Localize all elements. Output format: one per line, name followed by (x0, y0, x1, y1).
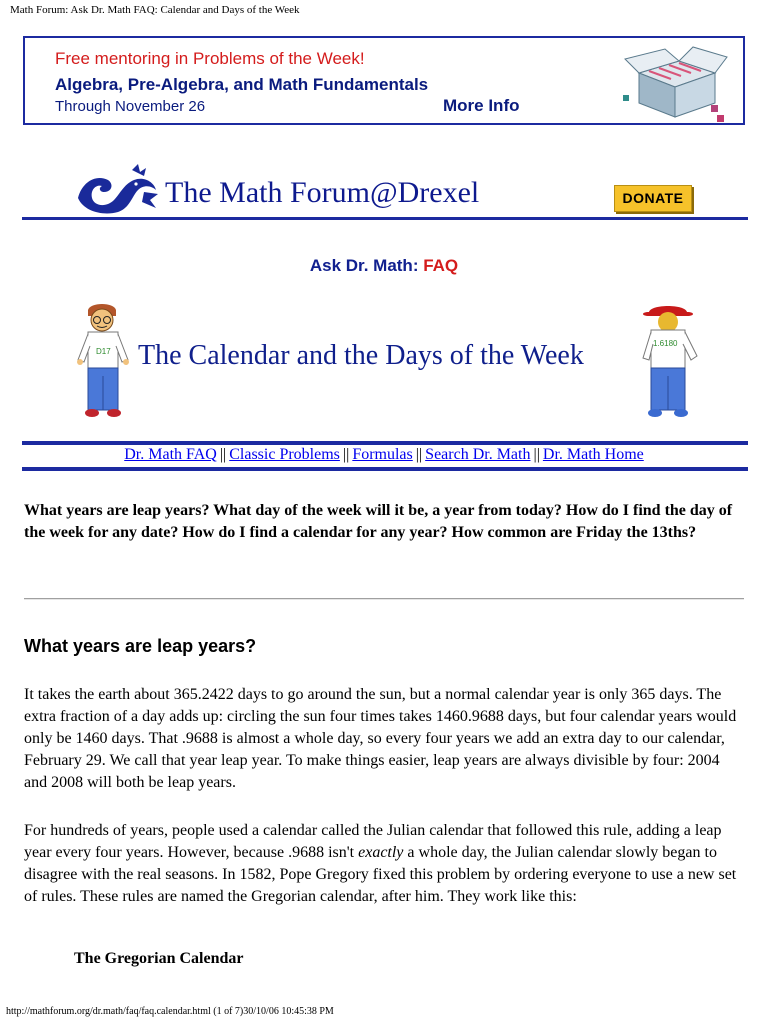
nav-link-dr-math-home[interactable]: Dr. Math Home (542, 446, 644, 463)
banner-headline: Free mentoring in Problems of the Week! (55, 49, 365, 68)
section-heading: What years are leap years? (24, 636, 257, 656)
nav-separator: || (533, 446, 540, 463)
nav-link-formulas[interactable]: Formulas (352, 446, 413, 463)
page-title: The Calendar and the Days of the Week (138, 340, 584, 371)
banner-subjects: Algebra, Pre-Algebra, and Math Fundamentals (55, 75, 429, 94)
banner-date: Through November 26 (55, 98, 206, 115)
nav-link-dr-math-faq[interactable]: Dr. Math FAQ (124, 446, 217, 463)
nav-separator: || (342, 446, 350, 463)
leap-year-paragraph-1: It takes the earth about 365.2422 days to go around the sun, but a normal calendar year is only 365 days. The extra fraction of a day adds up: circling the sun four times takes 1460.9688 days, but four calendar years would only be 1460 days. That .9688 is almost a whole day, so every four years we add an extra day to our calendar, February 29. We call that year leap year. To make things easier, leap years are always divisible by four: 2004 and 2008 will both be leap years. (24, 686, 737, 791)
ask-heading-prefix: Ask Dr. Math: (309, 256, 424, 275)
intro-questions: What years are leap years? What day of the week will it be, a year from today? How do I find the day of the week for any date? How do I find a calendar for any year? How common are Friday the 13ths? (24, 502, 733, 541)
nav-bottom-rule (22, 467, 748, 471)
faq-navigation (0, 446, 768, 464)
browser-page-title: Math Forum: Ask Dr. Math FAQ: Calendar and Days of the Week (10, 4, 300, 16)
site-logo-title[interactable]: The Math Forum@Drexel (165, 176, 480, 209)
donate-button[interactable]: DONATE (614, 185, 692, 212)
leap-year-paragraph-2 (24, 820, 744, 908)
nav-link-search-dr-math[interactable]: Search Dr. Math (425, 446, 531, 463)
section-divider (24, 598, 744, 600)
para2-text-before: For hundreds of years, people used a calendar called the Julian calendar that followed this rule, adding a leap year every four years. However, because .9688 isn't (24, 822, 722, 861)
nav-separator: || (219, 446, 227, 463)
dr-math-character-right (639, 302, 701, 420)
gregorian-calendar-subheading: The Gregorian Calendar (74, 950, 244, 967)
ask-dr-math-heading (0, 256, 768, 276)
ask-heading-faq: FAQ (423, 256, 459, 275)
left-badge-text: D17 (96, 347, 111, 356)
para2-text-after: a whole day, the Julian calendar slowly began to disagree with the real seasons. In 1582, Pope Gregory fixed this problem by ordering everyone to use a new set of rules. These rules are named the Gregorian calendar, after him. They work like this: (24, 844, 737, 905)
nav-link-classic-problems[interactable]: Classic Problems (229, 446, 340, 463)
nav-separator: || (415, 446, 423, 463)
right-badge-text: 1.6180 (653, 339, 678, 348)
nav-top-rule (22, 441, 748, 445)
para2-emphasis: exactly (358, 844, 404, 861)
header-divider (22, 217, 748, 220)
promo-banner[interactable] (23, 36, 745, 125)
banner-more-info-link[interactable]: More Info (443, 96, 520, 115)
dr-math-character-left (76, 302, 130, 420)
browser-page-footer: http://mathforum.org/dr.math/faq/faq.calendar.html (1 of 7)30/10/06 10:45:38 PM (6, 1006, 334, 1017)
dragon-icon[interactable] (74, 164, 160, 214)
open-box-icon (619, 43, 731, 123)
